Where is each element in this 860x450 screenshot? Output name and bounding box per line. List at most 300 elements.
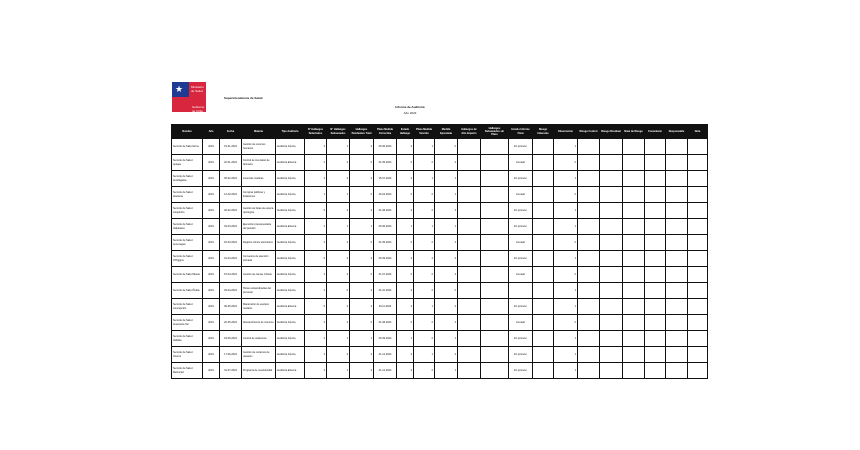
table-cell: 1 [554,139,578,155]
table-row [172,347,708,363]
column-header: Nombre [172,125,203,139]
table-cell: Registro clínico electrónico [242,235,276,251]
table-row [172,267,708,283]
table-cell [533,347,554,363]
table-cell [578,267,600,283]
table-cell [623,315,645,331]
table-cell: 1 [327,187,350,203]
table-cell [600,315,623,331]
table-cell: 2024 [203,187,220,203]
table-cell: 31-10-2024 [374,283,397,299]
table-cell: 2 [397,363,414,379]
table-cell [578,235,600,251]
table-cell [458,171,481,187]
table-cell: 2 [350,171,374,187]
table-cell [600,235,623,251]
logo-text-bottom: Gobierno de Chile [192,105,205,113]
table-cell [688,363,708,379]
table-cell [578,347,600,363]
table-cell: 2024 [203,251,220,267]
table-cell [666,251,688,267]
table-cell: 2 [414,251,435,267]
table-cell: 2024 [203,267,220,283]
table-cell: Ejecución presupuestaria del periodo [242,219,276,235]
table-cell: Servicio de Salud O'Higgins [172,251,203,267]
table-cell: 0 [350,187,374,203]
table-cell: 2 [350,363,374,379]
table-cell: 1 [435,331,458,347]
table-cell: 2 [350,283,374,299]
table-cell [533,363,554,379]
table-cell: 05-02-2024 [220,171,242,187]
table-cell: 1 [435,187,458,203]
table-cell: 1 [554,203,578,219]
table-cell: 2 [397,347,414,363]
table-cell [645,267,666,283]
table-cell: Cerrado [509,315,533,331]
table-row [172,235,708,251]
column-header: Tipo Auditoría [276,125,305,139]
table-cell [666,139,688,155]
table-cell: Servicio de Salud Valdivia [172,331,203,347]
table-cell: 3 [397,299,414,315]
column-header: N° Hallazgos Subsanados [327,125,350,139]
table-cell: Servicio de Salud Reloncaví [172,363,203,379]
table-cell [645,139,666,155]
table-cell: 0 [435,139,458,155]
table-cell [688,155,708,171]
table-cell [645,251,666,267]
column-header: Riesgo Control [578,125,600,139]
table-cell [458,315,481,331]
table-cell: Auditoría Externa [276,155,305,171]
table-cell: 2024 [203,347,220,363]
table-cell: Convenios de atención primaria [242,251,276,267]
star-icon: ★ [175,84,184,94]
table-cell: 4 [435,267,458,283]
table-cell: 3 [435,203,458,219]
table-cell: Auditoría Interna [276,187,305,203]
table-cell [600,187,623,203]
table-cell: 0 [397,267,414,283]
table-cell: 31-05-2024 [374,155,397,171]
table-cell: 1 [327,363,350,379]
table-cell: 1 [554,283,578,299]
table-cell: En proceso [509,171,533,187]
table-cell [623,299,645,315]
table-body [172,139,708,379]
table-cell: 0 [554,155,578,171]
table-cell [600,219,623,235]
table-cell: 1 [435,363,458,379]
table-cell [688,219,708,235]
audit-table [171,124,708,379]
table-cell: Auditoría Interna [276,331,305,347]
table-cell [623,363,645,379]
table-cell [533,283,554,299]
table-cell: 3 [305,315,327,331]
table-cell: 0 [350,315,374,331]
table-cell: 3 [305,139,327,155]
table-cell: Horas extraordinarias del personal [242,283,276,299]
table-cell [666,171,688,187]
table-cell: Auditoría Interna [276,251,305,267]
table-cell: Servicio de Salud Ñuble [172,283,203,299]
table-cell: 2 [435,347,458,363]
table-cell: 0 [554,315,578,331]
table-cell [688,331,708,347]
table-cell [533,315,554,331]
column-header: Fecha [220,125,242,139]
table-cell [458,363,481,379]
table-cell: 2 [435,299,458,315]
table-cell [623,267,645,283]
table-cell [458,139,481,155]
table-cell: 0 [414,331,435,347]
table-cell [458,331,481,347]
table-cell: 06-05-2024 [220,299,242,315]
table-cell [600,155,623,171]
table-cell: 30-09-2024 [374,331,397,347]
table-cell [533,219,554,235]
table-cell [645,219,666,235]
table-cell: 1 [350,331,374,347]
table-cell: 31-12-2024 [374,363,397,379]
table-cell: 1 [327,139,350,155]
table-cell: 2 [397,203,414,219]
table-cell [623,219,645,235]
table-cell: 2024 [203,171,220,187]
column-header: Medida Ejecutada [435,125,458,139]
table-cell: En proceso [509,219,533,235]
table-cell [623,155,645,171]
table-cell: 0 [397,315,414,331]
table-cell: 2 [327,299,350,315]
table-cell [666,331,688,347]
table-cell: 1 [414,347,435,363]
document-subtitle: Año 2024 [403,111,417,115]
table-cell [481,299,509,315]
table-row [172,203,708,219]
table-cell [533,251,554,267]
table-cell: 22-01-2024 [220,155,242,171]
table-cell: En proceso [509,203,533,219]
table-cell [533,139,554,155]
table-cell: 15-07-2024 [374,171,397,187]
table-cell: 31-05-2024 [374,235,397,251]
table-cell: 2 [327,347,350,363]
table-cell: Licencias médicas [242,171,276,187]
column-header: Plazo Medida Correctiva [374,125,397,139]
table-cell: 0 [414,267,435,283]
column-header: Responsable [666,125,688,139]
table-cell: Cerrado [509,187,533,203]
table-cell [481,363,509,379]
table-cell: 31-08-2024 [374,203,397,219]
table-cell: 2024 [203,315,220,331]
table-cell [666,203,688,219]
table-cell: 3 [305,235,327,251]
table-cell [481,331,509,347]
table-cell: 1 [350,219,374,235]
table-cell: Auditoría Externa [276,363,305,379]
table-cell: Control de asistencia [242,331,276,347]
column-header: Riesgo Inherente [533,125,554,139]
table-cell: 30-06-2024 [374,219,397,235]
table-cell: 0 [414,203,435,219]
table-cell [578,315,600,331]
table-cell: Auditoría Interna [276,203,305,219]
table-cell [666,155,688,171]
table-cell: 0 [554,235,578,251]
column-header: Hallazgos Subsanados sin Plazo [481,125,509,139]
table-cell: En proceso [509,331,533,347]
table-cell [578,251,600,267]
table-row [172,299,708,315]
table-cell: Servicio de Salud Concepción [172,299,203,315]
table-cell [458,283,481,299]
table-cell [458,299,481,315]
table-cell: 1 [305,187,327,203]
table-cell: Auditoría Externa [276,299,305,315]
table-cell [688,187,708,203]
table-cell [645,331,666,347]
table-cell: Auditoría Interna [276,347,305,363]
table-cell [645,315,666,331]
table-cell [533,155,554,171]
table-cell [688,267,708,283]
table-cell: Cerrado [509,235,533,251]
table-cell [666,235,688,251]
table-cell: Servicio de Salud Aconcagua [172,235,203,251]
table-cell: 2024 [203,363,220,379]
table-cell [600,299,623,315]
table-row [172,187,708,203]
table-cell: Control de inventario de farmacia [242,155,276,171]
table-cell: 2 [327,171,350,187]
table-cell [666,315,688,331]
column-header: Nota [688,125,708,139]
table-cell: 6 [305,251,327,267]
table-cell [623,347,645,363]
table-cell: Servicio de Salud Coquimbo [172,203,203,219]
table-cell [666,267,688,283]
table-cell: 30-09-2024 [374,251,397,267]
table-cell: 2 [305,331,327,347]
table-cell: Gestión de camas críticas [242,267,276,283]
table-cell: Servicio de Salud Atacama [172,187,203,203]
table-cell [600,363,623,379]
table-cell: 2024 [203,219,220,235]
table-cell: 4 [350,251,374,267]
table-cell: 1 [414,171,435,187]
table-cell: Auditoría Interna [276,139,305,155]
table-cell: Cerrado [509,155,533,171]
table-cell [666,187,688,203]
column-header: Observación [554,125,578,139]
table-cell [458,155,481,171]
table-cell: 0 [414,235,435,251]
table-cell: 3 [350,299,374,315]
column-header: Año [203,125,220,139]
table-cell: 1 [554,331,578,347]
table-cell: Auditoría Interna [276,315,305,331]
table-cell [481,139,509,155]
table-cell [688,283,708,299]
table-cell [578,299,600,315]
table-cell: 2 [397,139,414,155]
table-cell: 1 [554,347,578,363]
table-cell [688,235,708,251]
logo [172,82,206,112]
table-row [172,155,708,171]
table-cell [600,347,623,363]
table-cell [458,219,481,235]
table-cell [645,299,666,315]
table-cell: Servicio de Salud Valparaíso [172,219,203,235]
table-cell: 2 [435,155,458,171]
table-cell [481,315,509,331]
table-cell: 1 [554,251,578,267]
table-cell: Servicio de Salud Antofagasta [172,171,203,187]
table-header-row [172,125,708,139]
table-cell [623,251,645,267]
document-title: Informe de Auditoría [395,105,425,109]
table-cell: En proceso [509,251,533,267]
table-cell: 1 [435,171,458,187]
table-cell [533,187,554,203]
table-cell: 2 [305,219,327,235]
table-cell [481,235,509,251]
table-cell [458,203,481,219]
table-cell [623,235,645,251]
table-cell: 12-02-2024 [220,187,242,203]
table-cell: 1 [554,219,578,235]
table-cell [645,363,666,379]
table-cell [578,283,600,299]
table-cell: Gestión de reclamos de usuarios [242,347,276,363]
table-cell [666,219,688,235]
table-row [172,283,708,299]
table-cell [600,171,623,187]
table-cell: Programa de resolutividad [242,363,276,379]
table-cell: En proceso [509,363,533,379]
table-cell [600,203,623,219]
table-cell [688,347,708,363]
table-cell [666,347,688,363]
table-cell [481,251,509,267]
table-row [172,139,708,155]
table-cell: 2 [305,155,327,171]
table-cell: 3 [327,203,350,219]
table-cell: 2 [350,139,374,155]
table-cell [688,171,708,187]
table-cell: En proceso [509,347,533,363]
table-cell: 3 [435,315,458,331]
table-cell: 4 [305,347,327,363]
table-cell: 0 [327,283,350,299]
table-cell: 1 [414,139,435,155]
table-cell [623,283,645,299]
table-cell: 0 [414,187,435,203]
table-cell [688,251,708,267]
table-cell [481,203,509,219]
table-cell: Servicio de Salud Araucanía Sur [172,315,203,331]
table-cell: 0 [435,283,458,299]
table-cell: Gestión de recursos humanos [242,139,276,155]
table-cell: 1 [397,331,414,347]
column-header: Hallazgos de Alto Impacto [458,125,481,139]
table-cell: 0 [554,267,578,283]
column-header: Nivel de Riesgo [623,125,645,139]
table-cell [533,331,554,347]
table-cell [578,219,600,235]
table-cell: 30-11-2024 [374,299,397,315]
table-cell [533,203,554,219]
table-cell [481,171,509,187]
table-cell: 0 [397,155,414,171]
table-cell: Servicio de Salud Osorno [172,347,203,363]
table-row [172,251,708,267]
table-cell [645,235,666,251]
table-cell: 2 [305,283,327,299]
table-cell [645,171,666,187]
table-cell [688,299,708,315]
table-cell: 2024 [203,299,220,315]
table-cell [458,267,481,283]
table-cell: 0 [414,315,435,331]
table-cell [623,171,645,187]
table-row [172,331,708,347]
table-cell: 0 [350,267,374,283]
table-cell: 2024 [203,203,220,219]
table-cell: Servicio de Salud Iquique [172,155,203,171]
table-cell [578,171,600,187]
table-cell: 4 [305,171,327,187]
table-cell: En proceso [509,299,533,315]
table-cell: 0 [554,187,578,203]
table-cell [688,315,708,331]
table-cell: Auditoría Interna [276,171,305,187]
table-cell [623,203,645,219]
table-cell: 1 [327,219,350,235]
table-cell: 2 [397,171,414,187]
table-cell: Cerrado [509,267,533,283]
logo-text-top: Ministerio de Salud [191,85,204,93]
column-header: Riesgo Residual [600,125,623,139]
table-cell: 15-04-2024 [220,267,242,283]
table-cell: 1 [554,299,578,315]
table-cell [600,267,623,283]
table-cell [509,283,533,299]
table-cell: 18-03-2024 [220,235,242,251]
table-cell [666,283,688,299]
table-cell: 0 [397,187,414,203]
table-cell: 1 [554,171,578,187]
column-header: Hallazgos Pendientes Total [350,125,374,139]
table-row [172,315,708,331]
table-cell [600,139,623,155]
table-cell: 2 [350,203,374,219]
table-cell: 2024 [203,283,220,299]
table-cell: 0 [397,235,414,251]
table-cell: 01-04-2024 [220,251,242,267]
table-cell: 3 [435,235,458,251]
table-cell: 0 [414,283,435,299]
table-cell [623,187,645,203]
table-cell: 4 [397,251,414,267]
table-row [172,363,708,379]
